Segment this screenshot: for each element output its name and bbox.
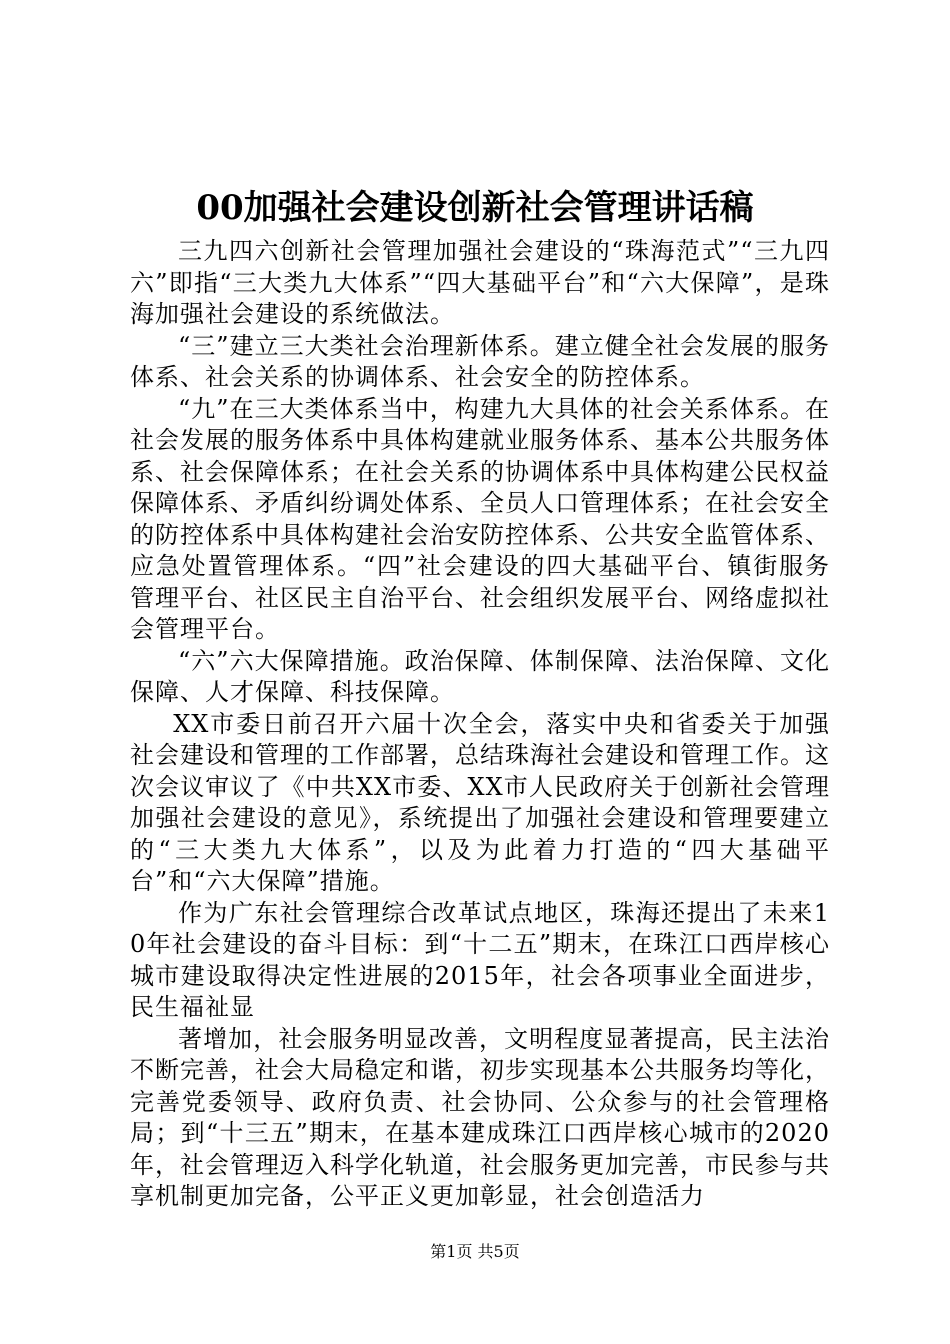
paragraph-six: “六”六大保障措施。政治保障、体制保障、法治保障、文化保障、人才保障、科技保障。 [130, 646, 830, 706]
document-title: 00加强社会建设创新社会管理讲话稿 [196, 188, 754, 228]
paragraph-goals-continued: 著增加，社会服务明显改善，文明程度显著提高，民主法治不断完善，社会大局稳定和谐，初步实现基本公共服务均等化，完善党委领导、政府负责、社会协同、公众参与的社会管理格局；到“十三五”期末，在基本建成珠江口西岸核心城市的2020年，社会管理迈入科学化轨道，社会服务更加完善，市民参与共享机制更加完备，公平正义更加彰显，社会创造活力 [130, 1024, 830, 1210]
paragraph-intro: 三九四六创新社会管理加强社会建设的“珠海范式”“三九四六”即指“三大类九大体系”“四大基础平台”和“六大保障”，是珠海加强社会建设的系统做法。 [130, 237, 830, 328]
paragraph-goals: 作为广东社会管理综合改革试点地区，珠海还提出了未来10年社会建设的奋斗目标：到“十二五”期末，在珠江口西岸核心城市建设取得决定性进展的2015年，社会各项事业全面进步，民生福祉显 [130, 898, 830, 1021]
document-body [130, 236, 830, 1213]
paragraph-three: “三”建立三大类社会治理新体系。建立健全社会发展的服务体系、社会关系的协调体系、社会安全的防控体系。 [130, 331, 830, 391]
page-number-footer: 第1页 共5页 [430, 1242, 520, 1261]
paragraph-nine: “九”在三大类体系当中，构建九大具体的社会关系体系。在社会发展的服务体系中具体构建就业服务体系、基本公共服务体系、社会保障体系；在社会关系的协调体系中具体构建公民权益保障体系、矛盾纠纷调处体系、全员人口管理体系；在社会安全的防控体系中具体构建社会治安防控体系、公共安全监管体系、应急处置管理体系。“四”社会建设的四大基础平台、镇街服务管理平台、社区民主自治平台、社会组织发展平台、网络虚拟社会管理平台。 [130, 394, 830, 643]
paragraph-plenary: XX市委日前召开六届十次全会，落实中央和省委关于加强社会建设和管理的工作部署，总结珠海社会建设和管理工作。这次会议审议了《中共XX市委、XX市人民政府关于创新社会管理加强社会建设的意见》，系统提出了加强社会建设和管理要建立的“三大类九大体系”，以及为此着力打造的“四大基础平台”和“六大保障”措施。 [130, 709, 830, 895]
